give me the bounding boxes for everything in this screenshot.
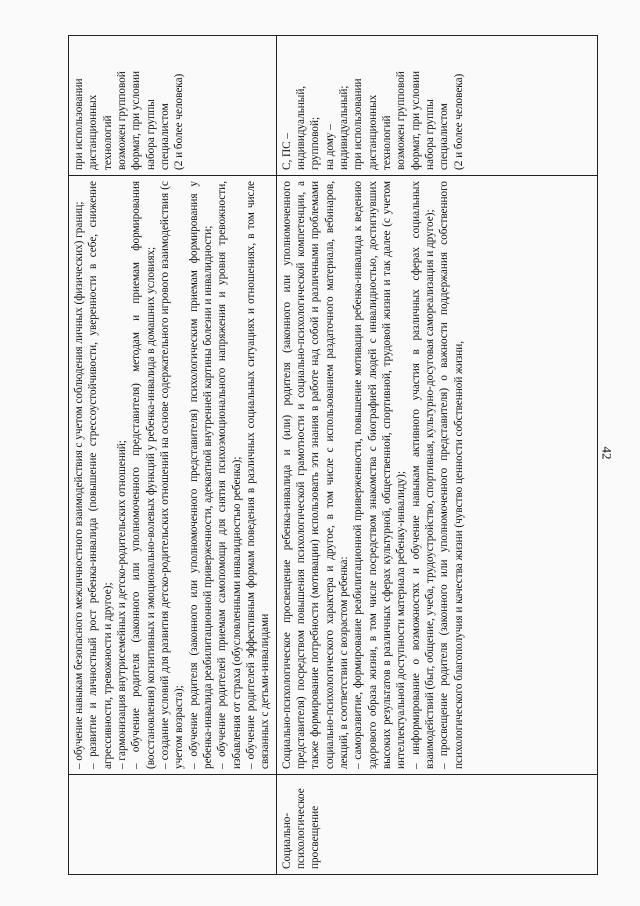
terms-line: (2 и более человека) [173,73,186,170]
terms-line: при использовании дистанционных технологий [352,78,393,170]
list-item: – гармонизация внутрисемейных и детско-родительских отношений; [115,181,129,769]
table-row [69,36,277,875]
terms-cell [69,36,277,176]
list-item: – обучение родителей эффективным формам поведения в различных социальных ситуациях и отношениях, в том числе связанных с детьми-инвалидами [244,181,273,769]
terms-line: индивидуальный, групповой; [294,85,322,170]
content-cell [69,176,277,775]
terms-line: при использовании дистанционных технологий [73,78,114,170]
list-item: – саморазвитие, формирование реабилитационной приверженности, повышение мотивации ребенка-инвалида к ведению здорового образа жизни, в том числе посредством знакомства с биографией людей с инвалидностью, достигнувших высоких результатов в различных сферах культурной, общественной, спортивной, трудовой жизни и так далее (с учетом интеллектуальной доступности материала ребенку-инвалиду); [351,181,408,769]
terms-line: С, ПС – [280,133,293,170]
item-list [351,181,466,769]
list-item: – обучение навыкам безопасного межличностного взаимодействия с учетом соблюдения личных (физических) границ; [72,181,86,769]
category-cell [276,775,597,875]
rotated-page-content [68,35,598,875]
category-cell [69,775,277,875]
terms-line: возможен групповой формат, при условии набора группы специалистом [395,71,451,170]
terms-line: (2 и более человека) [452,73,465,170]
terms-line: на дому – индивидуальный; [323,85,350,170]
content-cell [276,176,597,775]
item-list [72,181,273,769]
terms-line: возможен групповой формат, при условии набора группы специалистом [115,71,171,170]
list-item: – информирование о возможностях и обучение навыкам активного участия в различных сферах социальных взаимодействий (быт, общение, учеба, трудоустройство, спортивная, культурно-досуговая самореализация и другое); [409,181,438,769]
table-row [276,36,597,875]
services-table [68,35,598,875]
list-item: – обучение родителя (законного или уполномоченного представителя) методам и приемам формирования (восстановления) когнитивных и эмоционально-волевых функций у ребенка-инвалида в домашних условиях; [129,181,158,769]
list-item: – просвещение родителя (законного или уполномоченного представителя) о важности поддержания собственного психологического благополучия и качества жизни (чувство ценности собственной жизни, [437,181,466,769]
list-item: – обучение родителя (законного или уполномоченного представителя) психологическим приемам формирования у ребенка-инвалида реабилитационной приверженности, адекватной внутренней картины болезни и инвалидности; [187,181,216,769]
page-number: 42 [599,446,614,460]
list-item: – создание условий для развития детско-родительских отношений на основе содержательного игрового взаимодействия (с учетом возраста); [158,181,187,769]
list-item: – обучение родителей приемам самопомощи для снятия психоэмоционального напряжения и уровня тревожности, избавления от страха (обусловленными инвалидностью ребенка); [215,181,244,769]
terms-cell [276,36,597,176]
category-label: Социально-психологическое просвещение [280,788,322,869]
list-item: – развитие и личностный рост ребенка-инвалида (повышение стрессоустойчивости, уверенности в себе, снижение агрессивности, тревожности и другое); [86,181,115,769]
intro-paragraph: Социально-психологическое просвещение ребенка-инвалида и (или) родителя (законного или уполномоченного представителя) посредством повышения психологической грамотности и социально-психологической компетенции, а также формирование потребности (мотивации) использовать эти знания в работе над собой и различными проблемами социально-психологического характера и другое, в том числе с использованием раздаточного материала, вебинаров, лекций, в соответствии с возрастом ребенка: [280,181,350,769]
